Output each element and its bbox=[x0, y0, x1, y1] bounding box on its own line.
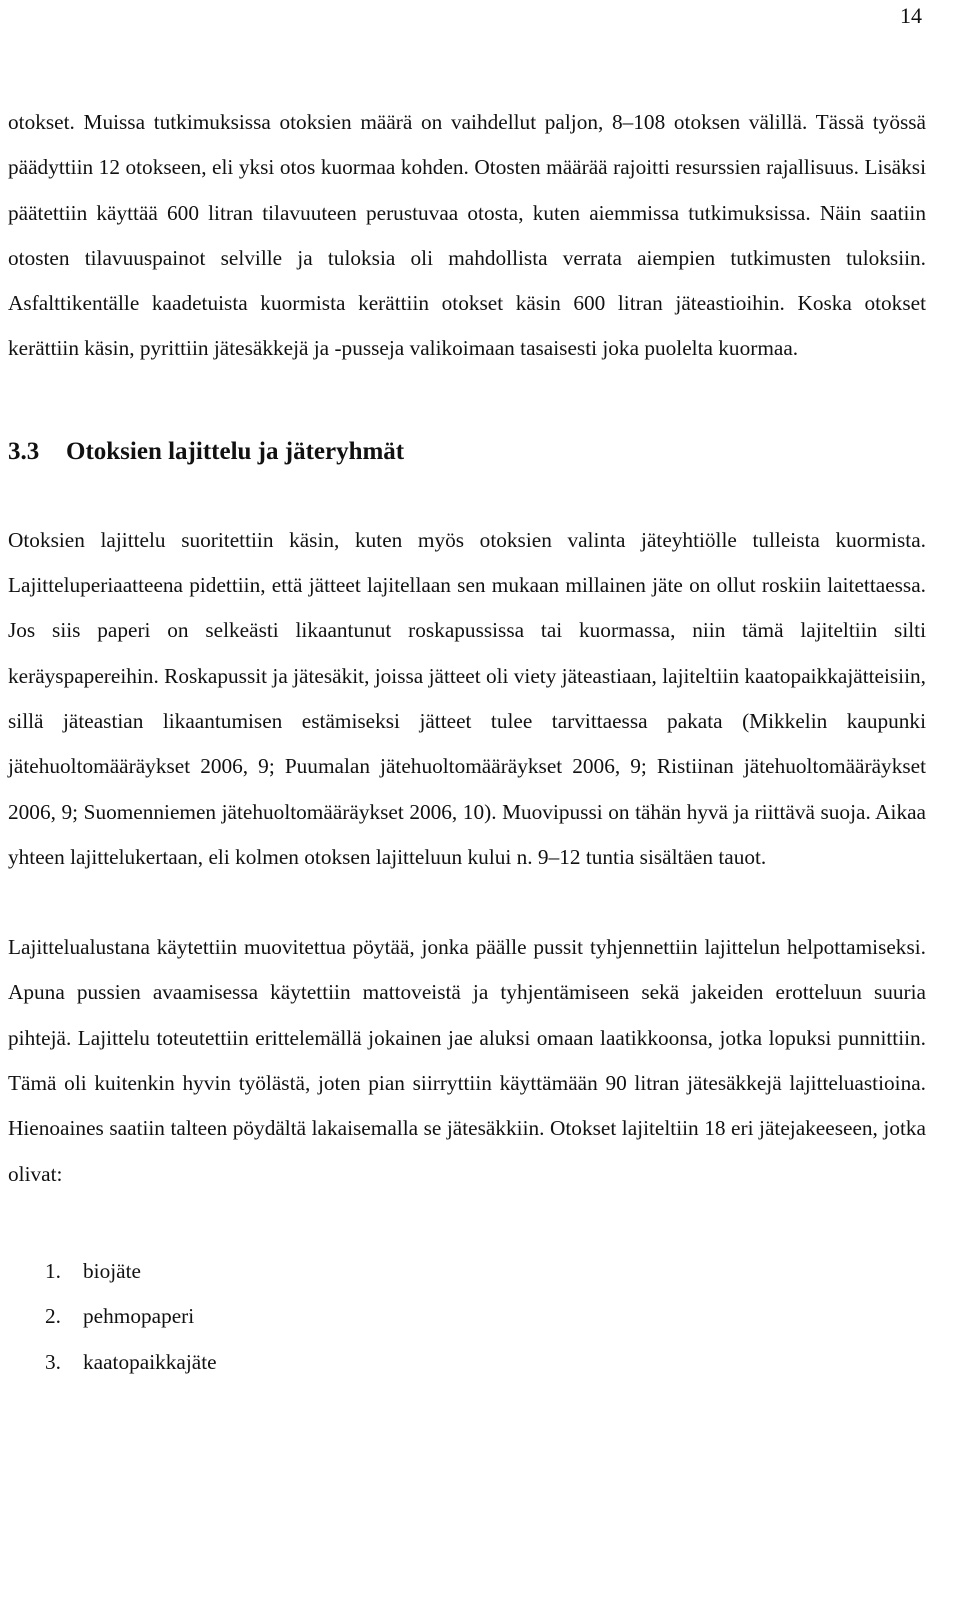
list-item bbox=[8, 1249, 926, 1294]
section-number: 3.3 bbox=[8, 437, 40, 465]
list-item bbox=[8, 1340, 926, 1385]
list-item-label: biojäte bbox=[83, 1258, 141, 1283]
waste-category-list bbox=[8, 1249, 926, 1385]
section-heading bbox=[8, 436, 926, 468]
page-number: 14 bbox=[900, 3, 922, 28]
paragraph-table: Lajittelualustana käytettiin muovitettua pöytää, jonka päälle pussit tyhjennettiin lajittelun helpottamiseksi. Apuna pussien avaamisessa käytettiin mattoveistä ja tyhjentämiseen sekä jakeiden erotteluun suuria pihtejä. Lajittelu toteutettiin erittelemällä jokainen jae aluksi omaan laatikkoonsa, jotka lopuksi punnittiin. Tämä oli kuitenkin hyvin työlästä, joten pian siirryttiin käyttämään 90 litran jätesäkkejä lajitteluastioina. Hienoaines saatiin talteen pöydältä lakaisemalla se jätesäkkiin. Otokset lajiteltiin 18 eri jätejakeeseen, jotka olivat: bbox=[8, 935, 926, 1186]
document-body bbox=[8, 100, 926, 1385]
list-item-label: pehmopaperi bbox=[83, 1304, 195, 1329]
list-item-number: 1. bbox=[45, 1258, 61, 1283]
list-item bbox=[8, 1294, 926, 1339]
list-item-label: kaatopaikkajäte bbox=[83, 1349, 217, 1374]
paragraph-sorting: Otoksien lajittelu suoritettiin käsin, kuten myös otoksien valinta jäteyhtiölle tulleista kuormista. Lajitteluperiaatteena pidettiin, että jätteet lajitellaan sen mukaan millainen jäte on ollut roskiin laitettaessa. Jos siis paperi on selkeästi likaantunut roskapussissa tai kuormassa, niin tämä lajiteltiin silti keräyspapereihin. Roskapussit ja jätesäkit, joissa jätteet oli viety jäteastiaan, lajiteltiin kaatopaikkajätteisiin, sillä jäteastian likaantumisen estämiseksi jätteet tulee tarvittaessa pakata (Mikkelin kaupunki jätehuoltomääräykset 2006, 9; Puumalan jätehuoltomääräykset 2006, 9; Ristiinan jätehuoltomääräykset 2006, 9; Suomenniemen jätehuoltomääräykset 2006, 10). Muovipussi on tähän hyvä ja riittävä suoja. Aikaa yhteen lajittelukertaan, eli kolmen otoksen lajitteluun kului n. 9–12 tuntia sisältäen tauot. bbox=[8, 527, 926, 869]
list-item-number: 3. bbox=[45, 1349, 61, 1374]
list-item-number: 2. bbox=[45, 1304, 61, 1329]
section-title: Otoksien lajittelu ja jäteryhmät bbox=[66, 437, 405, 465]
paragraph-intro: otokset. Muissa tutkimuksissa otoksien määrä on vaihdellut paljon, 8–108 otoksen välillä. Tässä työssä päädyttiin 12 otokseen, eli yksi otos kuormaa kohden. Otosten määrää rajoitti resurssien rajallisuus. Lisäksi päätettiin käyttää 600 litran tilavuuteen perustuvaa otosta, kuten aiemmissa tutkimuksissa. Näin saatiin otosten tilavuuspainot selville ja tuloksia oli mahdollista verrata aiempien tutkimusten tuloksiin. Asfalttikentälle kaadetuista kuormista kerättiin otokset käsin 600 litran jäteastioihin. Koska otokset kerättiin käsin, pyrittiin jätesäkkejä ja -pusseja valikoimaan tasaisesti joka puolelta kuormaa. bbox=[8, 110, 926, 361]
